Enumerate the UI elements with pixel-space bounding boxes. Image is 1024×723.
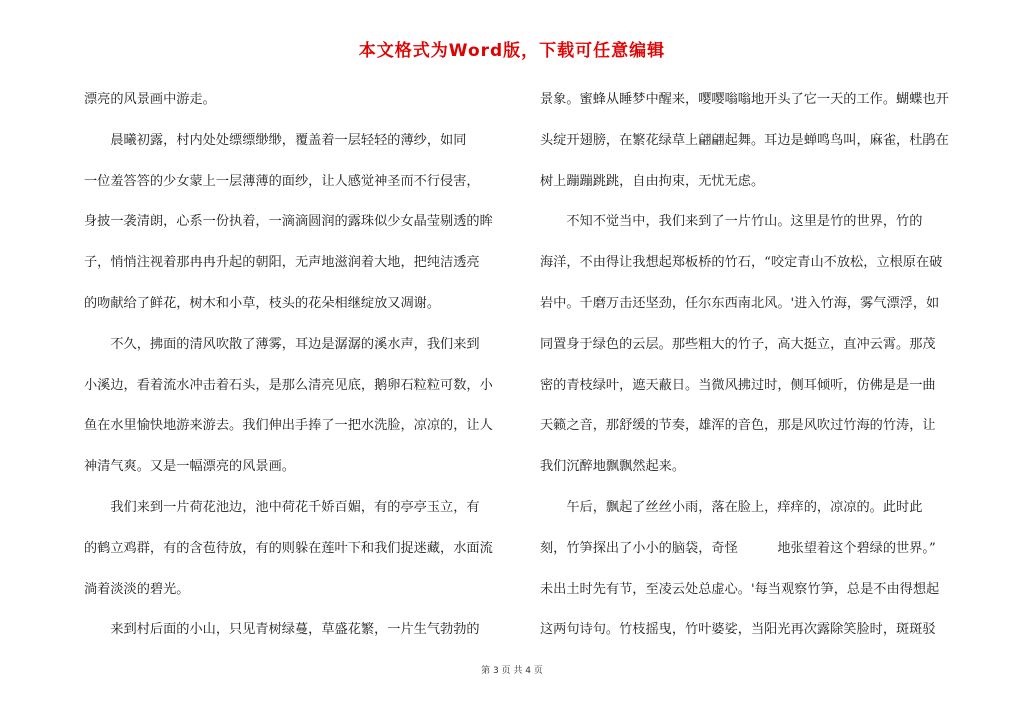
text-line: 子，悄悄注视着那冉冉升起的朝阳，无声地滋润着大地，把纯洁透亮 — [84, 255, 480, 271]
text-line: 海洋，不由得让我想起郑板桥的竹石，“咬定青山不放松，立根原在破 — [540, 255, 943, 271]
text-line: 景象。蜜蜂从睡梦中醒来，嘤嘤嗡嗡地开头了它一天的工作。蝴蝶也开 — [540, 92, 949, 107]
text-line: 岩中。千磨万击还坚劲，任尔东西南北风。'进入竹海，雾气漂浮，如 — [540, 295, 940, 311]
text-line: 一位羞答答的少女蒙上一层薄薄的面纱，让人感觉神圣而不行侵害， — [84, 173, 480, 189]
text-line: 不知不觉当中，我们来到了一片竹山。这里是竹的世界，竹的 — [540, 214, 923, 230]
text-line: 鱼在水里愉快地游来游去。我们伸出手捧了一把水洗脸，凉凉的，让人 — [84, 418, 493, 434]
text-line: 午后，飘起了丝丝小雨，落在脸上，痒痒的，凉凉的。此时此 — [540, 499, 923, 515]
text-line: 树上蹦蹦跳跳，自由拘束，无忧无虑。 — [540, 173, 765, 189]
text-line: 未出土时先有节，至凌云处总虚心。'每当观察竹笋，总是不由得想起 — [540, 581, 940, 597]
text-line: 刻，竹笋探出了小小的脑袋，奇怪 地张望着这个碧绿的世界。” — [540, 540, 936, 556]
text-line: 来到村后面的小山，只见青树绿蔓，草盛花繁，一片生气勃勃的 — [84, 622, 480, 638]
right-text-column — [540, 80, 956, 651]
text-line: 的鹤立鸡群，有的含苞待放，有的则躲在莲叶下和我们捉迷藏，水面流 — [84, 540, 493, 556]
left-text-column — [84, 80, 500, 651]
text-line: 身披一袭清朗，心系一份执着，一滴滴圆润的露珠似少女晶莹剔透的眸 — [84, 214, 493, 230]
text-line: 同置身于绿色的云层。那些粗大的竹子，高大挺立，直冲云霄。那茂 — [540, 336, 936, 352]
text-line: 我们沉醉地飘飘然起来。 — [540, 459, 686, 475]
text-line: 小溪边，看着流水冲击着石头，是那么清亮见底，鹅卵石粒粒可数，小 — [84, 377, 493, 393]
text-line: 淌着淡淡的碧光。 — [84, 581, 190, 597]
text-line: 神清气爽。又是一幅漂亮的风景画。 — [84, 459, 295, 475]
text-line: 的吻献给了鲜花，树木和小草，枝头的花朵相继绽放又凋谢。 — [84, 295, 441, 311]
text-line: 晨曦初露，村内处处缥缥缈缈，覆盖着一层轻轻的薄纱，如同 — [84, 132, 467, 148]
text-line: 漂亮的风景画中游走。 — [84, 92, 216, 107]
page-number: 第 3 页 共 4 页 — [481, 666, 543, 676]
text-line: 头绽开翅膀，在繁花绿草上翩翩起舞。耳边是蝉鸣鸟叫，麻雀，杜鹃在 — [540, 132, 949, 148]
text-line: 天籁之音，那舒缓的节奏，雄浑的音色，那是风吹过竹海的竹涛，让 — [540, 418, 936, 434]
text-line: 不久，拂面的清风吹散了薄雾，耳边是潺潺的溪水声，我们来到 — [84, 336, 480, 352]
word-format-banner: 本文格式为Word版，下载可任意编辑 — [358, 41, 666, 61]
text-line: 这两句诗句。竹枝摇曳，竹叶婆娑，当阳光再次露除笑脸时，斑斑驳 — [540, 622, 936, 638]
text-line: 密的青枝绿叶，遮天蔽日。当微风拂过时，侧耳倾听，仿佛是是一曲 — [540, 377, 936, 393]
text-line: 我们来到一片荷花池边，池中荷花千娇百媚，有的亭亭玉立，有 — [84, 499, 480, 515]
